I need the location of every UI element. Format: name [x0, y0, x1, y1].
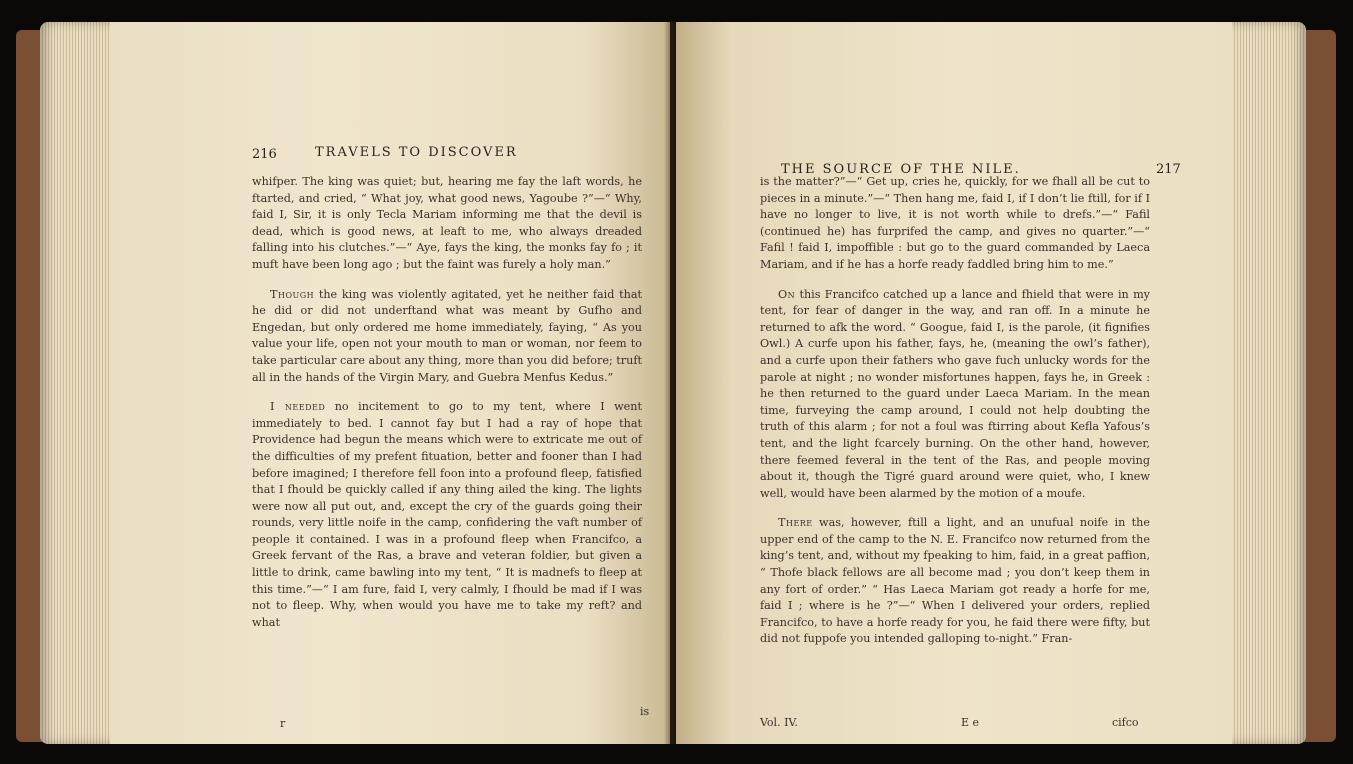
page-number: 216 [252, 147, 277, 162]
running-head: TRAVELS TO DISCOVER [315, 145, 518, 160]
page-number: 217 [1156, 162, 1181, 177]
signature-mark: E e [961, 716, 980, 729]
paragraph: Though the king was violently agitated, yet he neither faid that he did or did not underftand what was meant by Gufho and Engedan, but only ordered me home immediately, faying, “ As you value your life, open not your mouth to man or woman, nor feem to take particular care about any thing, more than you did before; truft all in the hands of the Virgin Mary, and Guebra Menfus Kedus.” [252, 287, 642, 384]
paragraph: I needed no incitement to go to my tent, where I went immediately to bed. I cannot fay but I had a ray of hope that Providence had begun the means which were to extricate me out of the difficulties of my prefent fituation, better and fooner than I had before imagined; I therefore fell foon into a profound fleep, fatisfied that I fhould be quickly called if any thing ailed the king. The lights were now all put out, and, except the cry of the guards going their rounds, very little noife in the camp, confidering the vaft number of people it contained. I was in a profound fleep when Francifco, a Greek fervant of the Ras, a brave and veteran foldier, but given a little to drink, came bawling into my tent, “ It is madnefs to fleep at this time.”—“ I am fure, faid I, very calmly, I fhould be mad if I was not to fleep. Why, when would you have me to take my reft? and what [252, 400, 642, 629]
left-page-edges [40, 22, 116, 744]
left-page [110, 22, 670, 744]
signature-mark: r [280, 717, 286, 730]
paragraph: There was, however, ftill a light, and an unufual noife in the upper end of the camp to the N. E. Francifco now returned from the king’s tent, and, without my fpeaking to him, faid, in a great paffion, “ Thofe black fellows are all become mad ; you don’t keep them in any fort of order.” “ Has Laeca Mariam got ready a horfe for me, faid I ; where is he ?”—“ When I delivered your orders, replied Francifco, to have a horfe ready for you, he faid there were fifty, but did not fuppofe you intended galloping to-night.” Fran- [760, 516, 1150, 646]
page-body [760, 174, 1150, 661]
page-body [252, 174, 642, 644]
running-head: THE SOURCE OF THE NILE. [781, 162, 1021, 177]
right-page [676, 22, 1232, 744]
catchword: cifco [1112, 716, 1139, 729]
paragraph: is the matter?”—“ Get up, cries he, quickly, for we fhall all be cut to pieces in a minute.”—“ Then hang me, faid I, if I don’t lie ftill, for if I have no longer to live, it is not worth while to drefs.”—“ Fafil (continued he) has furprifed the camp, and gives no quarter.”—“ Fafil ! faid I, impoffible : but go to the guard commanded by Laeca Mariam, and if he has a horfe ready faddled bring him to me.” [760, 175, 1150, 271]
catchword: is [640, 705, 650, 718]
right-page-edges [1226, 22, 1306, 744]
volume-mark: Vol. IV. [760, 716, 798, 729]
paragraph: whifper. The king was quiet; but, hearing me fay the laft words, he ftarted, and cried, “ What joy, what good news, Yagoube ?”—“ Why, faid I, Sir, it is only Tecla Mariam informing me that the devil is dead, which is good news, at leaft to me, who always dreaded falling into his clutches.”—“ Aye, fays the king, the monks fay fo ; it muft have been long ago ; but the faint was furely a holy man.” [252, 175, 642, 271]
paragraph: On this Francifco catched up a lance and fhield that were in my tent, for fear of danger in the way, and ran off. In a minute he returned to afk the word. “ Googue, faid I, is the parole, (it fignifies Owl.) A curfe upon his father, fays, he, (meaning the owl’s father), and a curfe upon their fathers who gave fuch unlucky words for the parole at night ; no wonder misfortunes happen, fays he, in Greek : he then returned to the guard under Laeca Mariam. In the mean time, furveying the camp around, I could not help doubting the truth of this alarm ; for not a foul was ftirring about Kefla Yafous’s tent, and the light fcarcely burning. On the other hand, however, there feemed feveral in the tent of the Ras, and people moving about it, though the Tigré guard around were quiet, who, I knew well, would have been alarmed by the motion of a moufe. [760, 287, 1150, 500]
